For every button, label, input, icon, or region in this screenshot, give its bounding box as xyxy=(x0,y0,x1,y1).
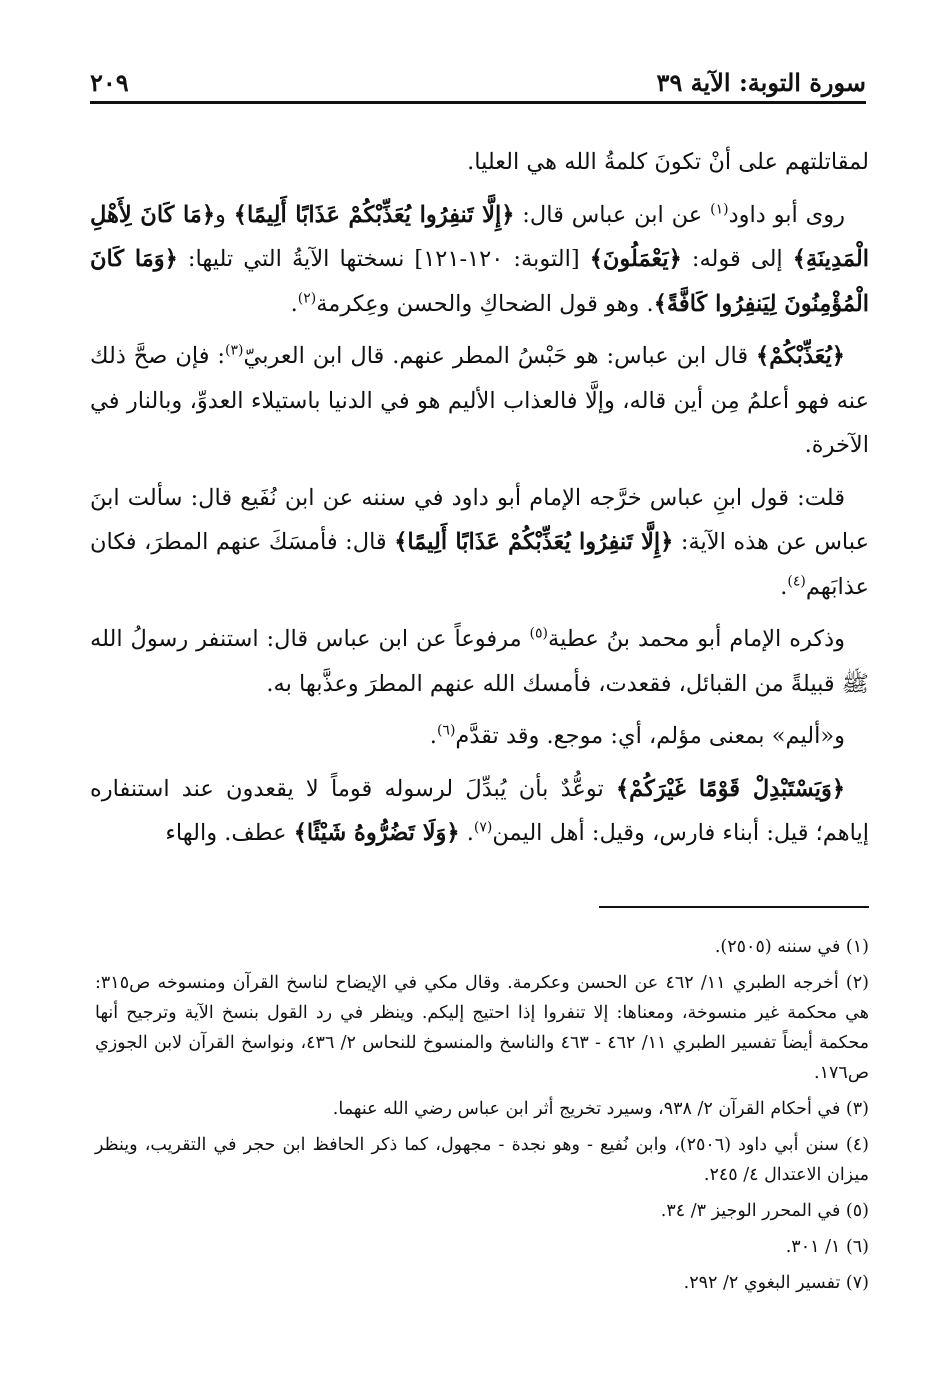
footnotes xyxy=(95,932,869,1304)
footnote-ref: (٥) xyxy=(529,625,549,642)
paragraph-7: ﴿وَيَسْتَبْدِلْ قَوْمًا غَيْرَكُمْ﴾ توعُّدٌ بأن يُبدِّلَ لرسوله قوماً لا يقعدون عند استنفاره إياهم؛ قيل: أبناء فارس، وقيل: أهل اليمن$^{(٧)}$. ﴿وَلَا تَضُرُّوهُ شَيْئًا﴾ عطف. والهاء xyxy=(90,775,869,846)
footnote-6: (٦) ١/ ٣٠١. xyxy=(785,1237,869,1257)
page-number: ٢٠٩ xyxy=(90,68,129,97)
footnote-4: (٤) سنن أبي داود (٢٥٠٦)، وابن نُفيع - وهو نجدة - مجهول، كما ذكر الحافظ ابن حجر في التقريب، وينظر ميزان الاعتدال ٤/ ٢٤٥. xyxy=(95,1135,869,1185)
paragraph-2: روى أبو داود$^{(١)}$ عن ابن عباس قال: ﴿إِلَّا تَنفِرُوا يُعَذِّبْكُمْ عَذَابًا أَلِيمًا﴾ و﴿مَا كَانَ لِأَهْلِ الْمَدِينَةِ﴾ إلى قوله: ﴿يَعْمَلُونَ﴾ [التوبة: ١٢٠-١٢١] نسختها الآيةُ التي تليها: ﴿وَمَا كَانَ الْمُؤْمِنُونَ لِيَنفِرُوا كَافَّةً﴾. وهو قول الضحاكِ والحسن وعِكرمة$^{(٢)}$. xyxy=(90,201,869,317)
footnote-ref: (١) xyxy=(710,201,729,217)
quran-verse: ﴿مَا كَانَ لِأَهْلِ الْمَدِينَةِ﴾ xyxy=(90,201,869,272)
paragraph-5: وذكره الإمام أبو محمد بنُ عطية$^{(٥)}$ مرفوعاً عن ابن عباس قال: استنفر رسولُ الله ﷺ قبيلةً من القبائل، فقعدت، فأمسك الله عنهم المطرَ وعذَّبها به. xyxy=(90,625,869,697)
quran-verse: ﴿وَمَا كَانَ الْمُؤْمِنُونَ لِيَنفِرُوا كَافَّةً﴾ xyxy=(90,246,869,317)
footnote-ref: (٧) xyxy=(473,819,493,836)
footnote-5: (٥) في المحرر الوجيز ٣/ ٣٤. xyxy=(660,1201,869,1221)
footnote-1: (١) في سننه (٢٥٠٥). xyxy=(714,937,869,957)
main-text xyxy=(90,140,869,864)
quran-verse: ﴿وَيَسْتَبْدِلْ قَوْمًا غَيْرَكُمْ﴾ xyxy=(615,775,846,802)
paragraph-6: و«أليم» بمعنى مؤلم، أي: موجع. وقد تقدَّم$^{(٦)}$. xyxy=(429,722,845,749)
footnote-ref: (٢) xyxy=(297,290,317,306)
quran-verse: ﴿يُعَذِّبْكُمْ﴾ xyxy=(756,343,845,369)
quran-verse: ﴿إِلَّا تَنفِرُوا يُعَذِّبْكُمْ عَذَابًا أَلِيمًا﴾ xyxy=(233,201,515,228)
paragraph-3: ﴿يُعَذِّبْكُمْ﴾ قال ابن عباس: هو حَبْسُ المطر عنهم. قال ابن العربيّ$^{(٣)}$: فإن صحَّ ذلك عنه فهو أعلمُ مِن أين قاله، وإلَّا فالعذاب الأليم هو في الدنيا باستيلاء العدوِّ، وبالنار في الآخرة. xyxy=(90,342,869,458)
quran-verse: ﴿وَلَا تَضُرُّوهُ شَيْئًا﴾ xyxy=(293,820,460,846)
footnote-ref: (٤) xyxy=(787,573,806,589)
quran-verse: ﴿إِلَّا تَنفِرُوا يُعَذِّبْكُمْ عَذَابًا أَلِيمًا﴾ xyxy=(394,529,674,555)
running-title: سورة التوبة: الآية ٣٩ xyxy=(656,68,866,97)
footnote-3: (٣) في أحكام القرآن ٢/ ٩٣٨، وسيرد تخريج أثر ابن عباس رضي الله عنهما. xyxy=(332,1099,869,1119)
quran-verse: ﴿يَعْمَلُونَ﴾ xyxy=(589,246,682,272)
paragraph-4: قلت: قول ابنِ عباس خرَّجه الإمام أبو داود في سننه عن ابن نُفَيع قال: سألت ابنَ عباس عن هذه الآية: ﴿إِلَّا تَنفِرُوا يُعَذِّبْكُمْ عَذَابًا أَلِيمًا﴾ قال: فأمسَكَ عنهم المطرَ، فكان عذابَهم$^{(٤)}$. xyxy=(90,484,869,600)
footnote-2: (٢) أخرجه الطبري ١١/ ٤٦٢ عن الحسن وعكرمة. وقال مكي في الإيضاح لناسخ القرآن ومنسوخه ص٣١٥: هي محكمة غير منسوخة، ومعناها: إلا تنفروا إذا احتيج إليكم. وينظر في رد القول بنسخ الآية وترجيح أنها محكمة أيضاً تفسير الطبري ١١/ ٤٦٢ - ٤٦٣ والناسخ والمنسوخ للنحاس ٢/ ٤٣٦، ونواسخ القرآن لابن الجوزي ص١٧٦. xyxy=(95,973,869,1083)
page-header xyxy=(90,58,866,104)
footnote-ref: (٣) xyxy=(224,342,244,359)
paragraph-1: لمقاتلتهم على أنْ تكونَ كلمةُ الله هي العليا. xyxy=(467,149,869,175)
footnote-ref: (٦) xyxy=(436,722,456,739)
footnote-7: (٧) تفسير البغوي ٢/ ٢٩٢. xyxy=(683,1273,869,1293)
footnote-separator xyxy=(599,906,869,908)
